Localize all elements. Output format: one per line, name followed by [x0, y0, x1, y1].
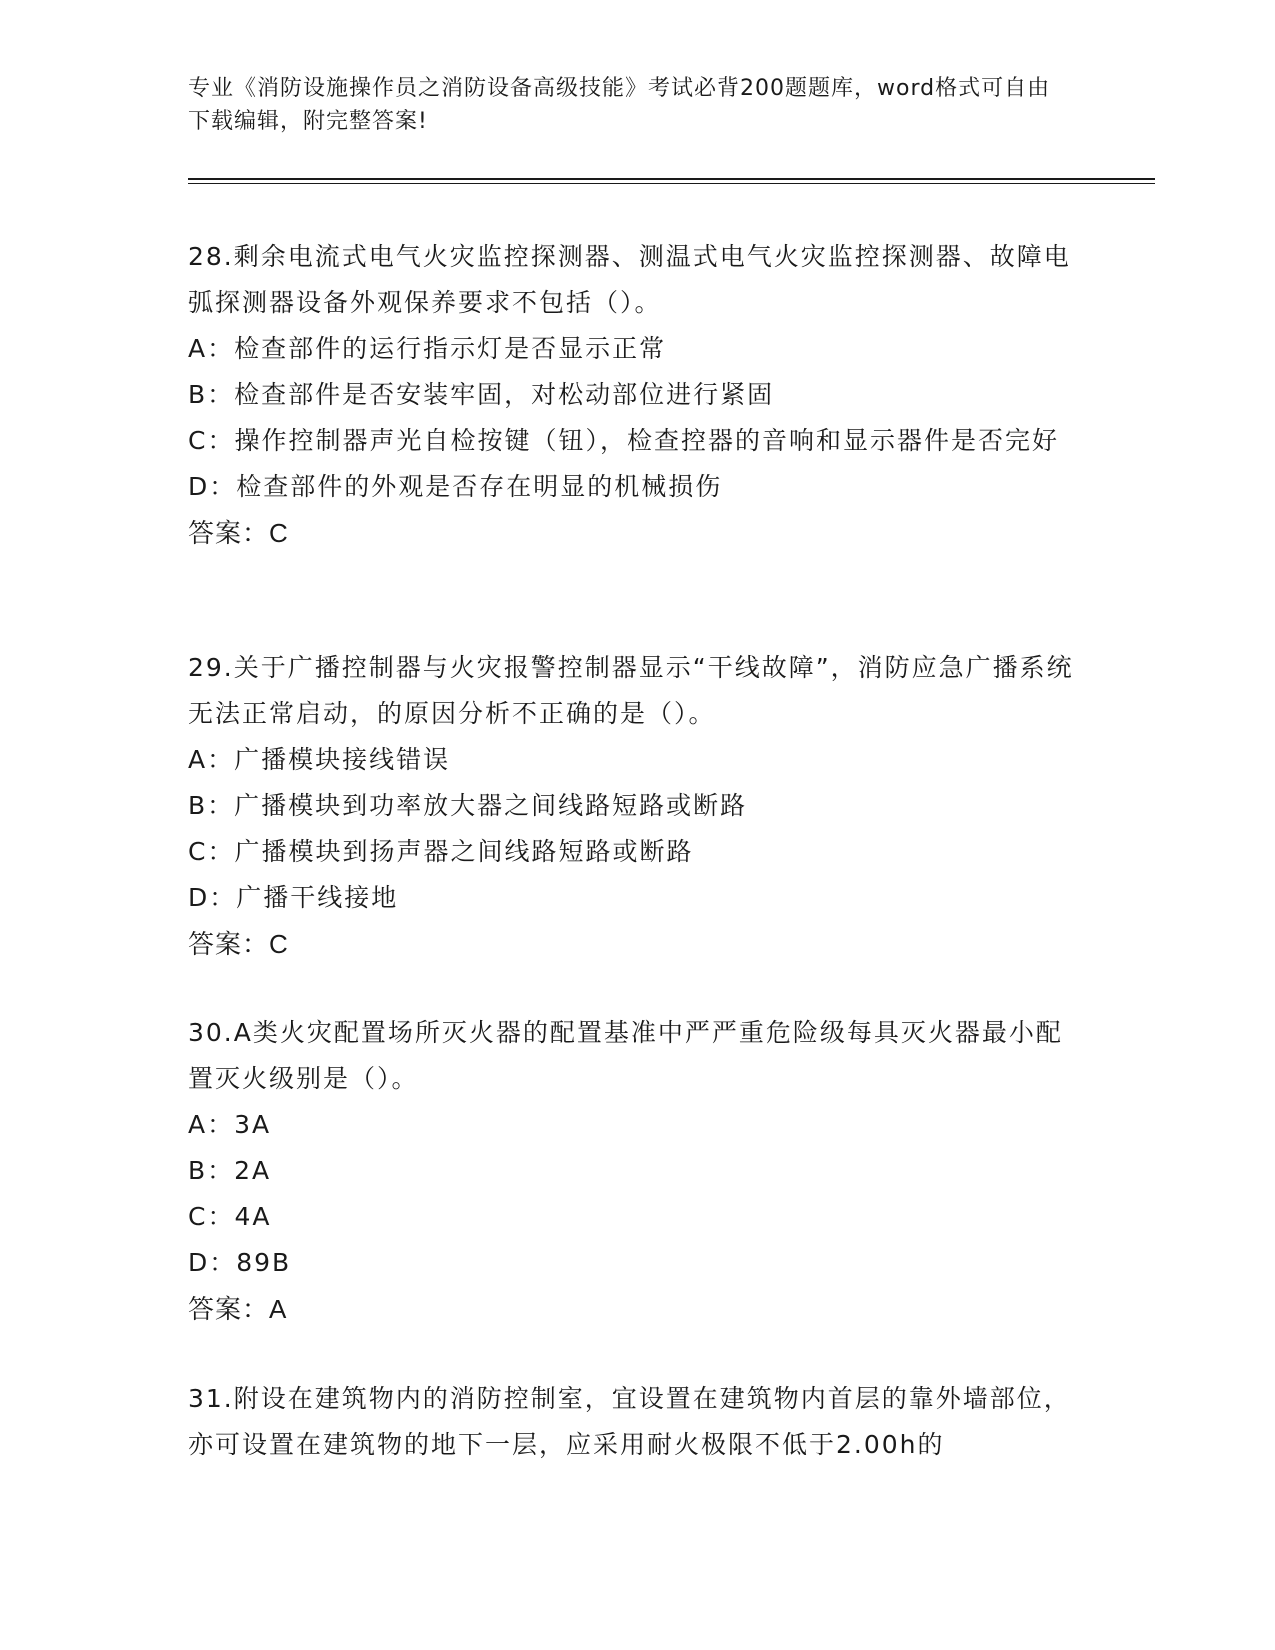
option-a: A：检查部件的运行指示灯是否显示正常 [188, 334, 667, 363]
option-c: C：广播模块到扬声器之间线路短路或断路 [188, 837, 694, 866]
option-b: B：检查部件是否安装牢固，对松动部位进行紧固 [188, 380, 775, 409]
header-title: 专业《消防设施操作员之消防设备高级技能》考试必背200题题库，word格式可自由下载编辑，附完整答案! [188, 76, 1051, 134]
option-c: C：操作控制器声光自检按键（钮），检查控器的音响和显示器件是否完好 [188, 426, 1059, 455]
option-d: D：89B [188, 1248, 292, 1277]
question-28 [188, 234, 1088, 556]
question-29 [188, 645, 1088, 967]
option-a: A：广播模块接线错误 [188, 745, 451, 774]
question-stem: 31.附设在建筑物内的消防控制室，宜设置在建筑物内首层的靠外墙部位，亦可设置在建筑物的地下一层，应采用耐火极限不低于2.00h的 [188, 1384, 1071, 1459]
option-b: B：2A [188, 1156, 272, 1185]
header-divider-thin [188, 183, 1155, 184]
option-b: B：广播模块到功率放大器之间线路短路或断路 [188, 791, 748, 820]
question-stem: 28.剩余电流式电气火灾监控探测器、测温式电气火灾监控探测器、故障电弧探测器设备外观保养要求不包括（）。 [188, 242, 1071, 317]
header-divider-thick [188, 178, 1155, 180]
document-header [188, 72, 1068, 138]
question-31 [188, 1376, 1088, 1468]
option-d: D：广播干线接地 [188, 883, 399, 912]
question-30 [188, 1010, 1088, 1332]
question-stem: 30.A类火灾配置场所灭火器的配置基准中严严重危险级每具灭火器最小配置灭火级别是（）。 [188, 1018, 1063, 1093]
option-a: A：3A [188, 1110, 272, 1139]
answer-line: 答案：C [188, 518, 289, 548]
question-stem: 29.关于广播控制器与火灾报警控制器显示“干线故障”，消防应急广播系统无法正常启动，的原因分析不正确的是（）。 [188, 653, 1074, 728]
answer-line: 答案：C [188, 929, 289, 959]
answer-line: 答案：A [188, 1294, 288, 1324]
option-d: D：检查部件的外观是否存在明显的机械损伤 [188, 472, 723, 501]
option-c: C：4A [188, 1202, 272, 1231]
